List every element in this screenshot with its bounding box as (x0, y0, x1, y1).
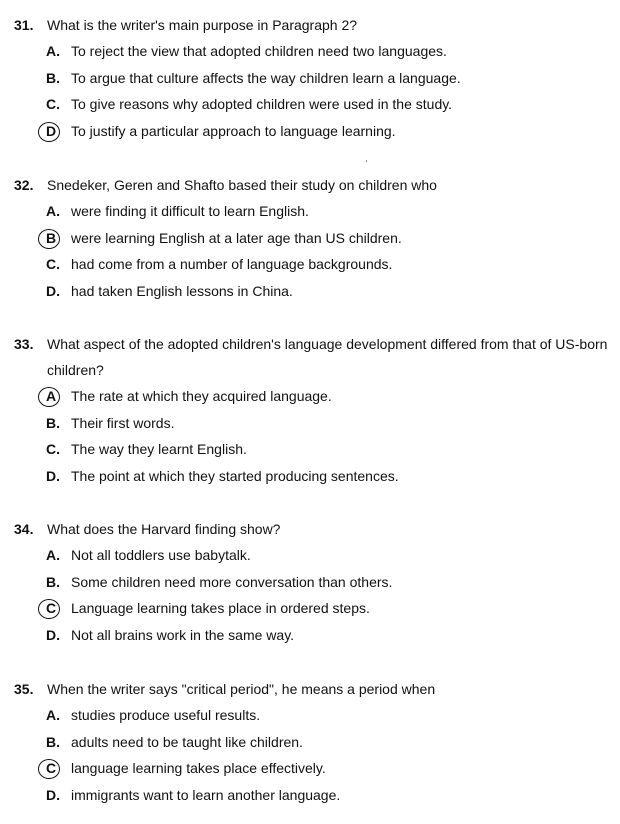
option-text: To justify a particular approach to language learning. (71, 122, 396, 139)
option-letter: A. (46, 203, 60, 219)
option-letter: B. (46, 573, 60, 590)
option-text: had come from a number of language backgrounds. (71, 256, 393, 272)
option-b[interactable] (0, 410, 620, 437)
question-number: 33. (14, 336, 34, 352)
option-a[interactable] (0, 542, 620, 569)
option-d-selected[interactable] (0, 118, 620, 145)
option-d[interactable] (0, 463, 620, 490)
option-b[interactable] (0, 729, 620, 756)
option-text: To give reasons why adopted children were used in the study. (71, 96, 453, 112)
question-number: 35. (14, 681, 34, 697)
question-number: 34. (14, 521, 34, 537)
question-stem (0, 12, 620, 38)
option-d[interactable] (0, 622, 620, 649)
option-d[interactable] (0, 278, 620, 305)
option-letter: C. (46, 441, 60, 457)
option-letter: D. (46, 626, 60, 643)
question-text: Snedeker, Geren and Shafto based their study on children who (47, 177, 437, 193)
option-text: adults need to be taught like children. (71, 733, 303, 750)
option-letter: C. (46, 256, 60, 272)
option-text: Their first words. (71, 414, 175, 431)
option-text: The point at which they started producing sentences. (71, 467, 399, 484)
question-32 (0, 172, 620, 304)
option-b[interactable] (0, 569, 620, 596)
question-35 (0, 676, 620, 808)
question-stem (0, 676, 620, 702)
option-a[interactable] (0, 38, 620, 65)
option-letter: D. (46, 467, 60, 484)
option-letter: A. (46, 547, 60, 563)
option-c-selected[interactable] (0, 755, 620, 782)
option-text: Not all toddlers use babytalk. (71, 547, 251, 563)
option-text: were finding it difficult to learn English. (71, 203, 309, 219)
option-text: Some children need more conversation than others. (71, 573, 393, 590)
option-letter: D. (46, 282, 60, 299)
option-text: To reject the view that adopted children need two languages. (71, 43, 447, 59)
option-text: had taken English lessons in China. (71, 282, 293, 299)
question-34 (0, 516, 620, 648)
question-text: When the writer says "critical period", he means a period when (47, 681, 436, 697)
option-c[interactable] (0, 91, 620, 118)
option-text: The way they learnt English. (71, 441, 247, 457)
question-text: What aspect of the adopted children's language development differed from that of US-born children? (47, 336, 608, 378)
option-b[interactable] (0, 65, 620, 92)
question-stem (0, 516, 620, 542)
option-text: Not all brains work in the same way. (71, 626, 295, 643)
option-letter-circled: C (46, 755, 64, 782)
question-number: 31. (14, 17, 34, 33)
option-letter: A. (46, 707, 60, 723)
option-letter: A. (46, 43, 60, 59)
option-letter-circled: A (46, 383, 64, 410)
option-a[interactable] (0, 198, 620, 225)
option-c[interactable] (0, 251, 620, 278)
option-text: Language learning takes place in ordered steps. (71, 600, 370, 616)
stray-mark: ˙ (365, 158, 369, 172)
option-letter-circled: B (46, 225, 64, 252)
option-text: studies produce useful results. (71, 707, 261, 723)
question-stem (0, 331, 620, 383)
option-text: To argue that culture affects the way children learn a language. (71, 69, 461, 86)
option-letter: D. (46, 786, 60, 803)
question-text: What is the writer's main purpose in Paragraph 2? (47, 17, 358, 33)
option-letter-circled: D (46, 118, 64, 145)
option-c[interactable] (0, 436, 620, 463)
option-text: were learning English at a later age than US children. (71, 229, 402, 246)
option-letter: C. (46, 96, 60, 112)
option-a-selected[interactable] (0, 383, 620, 410)
question-number: 32. (14, 177, 34, 193)
option-letter: B. (46, 733, 60, 750)
question-33 (0, 331, 620, 489)
option-b-selected[interactable] (0, 225, 620, 252)
option-letter: B. (46, 69, 60, 86)
option-letter: B. (46, 414, 60, 431)
option-d[interactable] (0, 782, 620, 809)
option-text: language learning takes place effectively. (71, 760, 326, 776)
option-c-selected[interactable] (0, 595, 620, 622)
option-a[interactable] (0, 702, 620, 729)
question-31 (0, 12, 620, 144)
option-text: The rate at which they acquired language. (71, 388, 332, 404)
question-text: What does the Harvard finding show? (47, 521, 281, 537)
option-text: immigrants want to learn another language. (71, 786, 341, 803)
option-letter-circled: C (46, 595, 64, 622)
question-stem (0, 172, 620, 198)
